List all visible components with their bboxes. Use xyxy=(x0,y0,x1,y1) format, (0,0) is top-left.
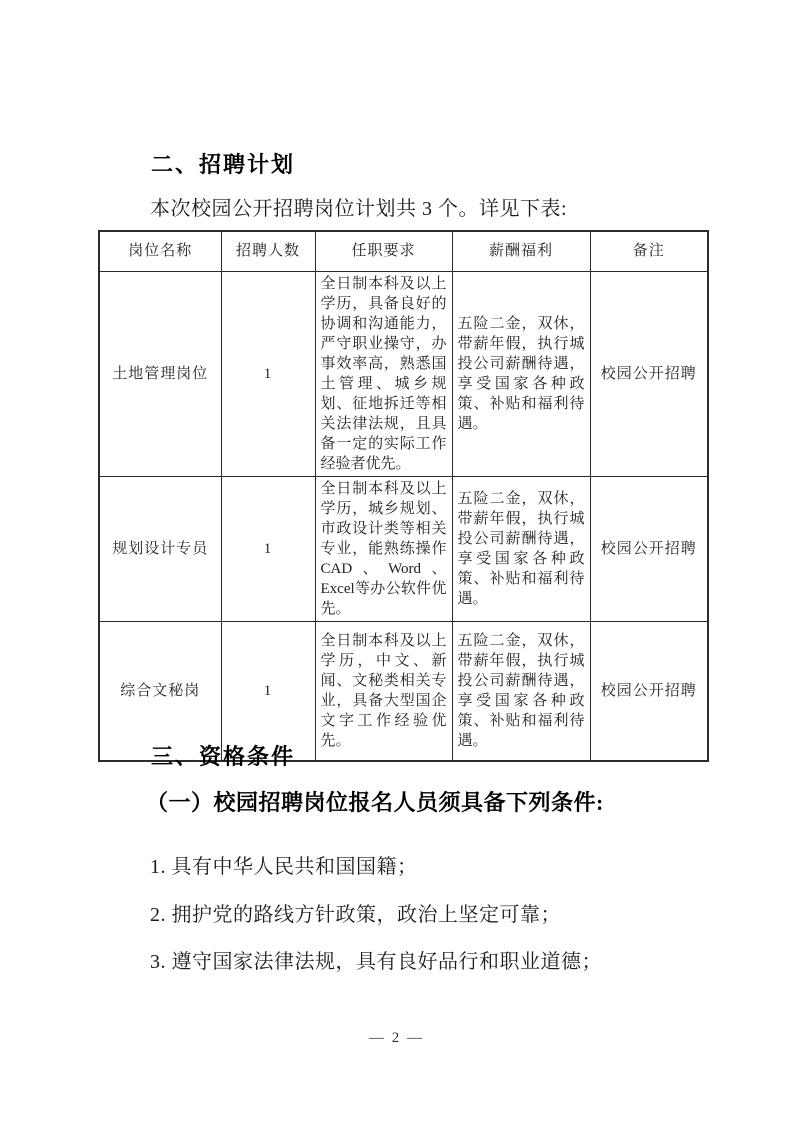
col-header-position: 岗位名称 xyxy=(99,231,221,271)
intro-paragraph: 本次校园公开招聘岗位计划共 3 个。详见下表: xyxy=(150,198,568,220)
condition-item: 1. 具有中华人民共和国国籍； xyxy=(150,856,418,878)
col-header-requirements: 任职要求 xyxy=(315,231,452,271)
col-header-note: 备注 xyxy=(590,231,708,271)
col-header-headcount: 招聘人数 xyxy=(221,231,315,271)
table-row xyxy=(99,476,708,621)
cell-benefits: 五险二金，双休，带薪年假，执行城投公司薪酬待遇，享受国家各种政策、补贴和福利待遇。 xyxy=(452,621,590,761)
cell-position: 土地管理岗位 xyxy=(99,271,221,476)
section-2-heading: 二、招聘计划 xyxy=(151,152,296,177)
cell-headcount: 1 xyxy=(221,271,315,476)
section-3-subheading: （一）校园招聘岗位报名人员须具备下列条件: xyxy=(146,790,604,815)
cell-requirements: 全日制本科及以上学历，城乡规划、市政设计类等相关专业，能熟练操作CAD、Word、Excel等办公软件优先。 xyxy=(315,476,452,621)
cell-position: 规划设计专员 xyxy=(99,476,221,621)
cell-note: 校园公开招聘 xyxy=(590,271,708,476)
cell-benefits: 五险二金，双休，带薪年假，执行城投公司薪酬待遇，享受国家各种政策、补贴和福利待遇。 xyxy=(452,476,590,621)
cell-requirements: 全日制本科及以上学历，具备良好的协调和沟通能力，严守职业操守，办事效率高，熟悉国土管理、城乡规划、征地拆迁等相关法律法规，且具备一定的实际工作经验者优先。 xyxy=(315,271,452,476)
table-row xyxy=(99,271,708,476)
condition-item: 2. 拥护党的路线方针政策，政治上坚定可靠； xyxy=(150,904,561,926)
cell-note: 校园公开招聘 xyxy=(590,621,708,761)
col-header-benefits: 薪酬福利 xyxy=(452,231,590,271)
condition-item: 3. 遵守国家法律法规，具有良好品行和职业道德； xyxy=(150,951,602,973)
page-number: — 2 — xyxy=(369,1030,424,1046)
cell-note: 校园公开招聘 xyxy=(590,476,708,621)
cell-headcount: 1 xyxy=(221,476,315,621)
cell-position: 综合文秘岗 xyxy=(99,621,221,761)
recruitment-table xyxy=(98,230,709,762)
cell-benefits: 五险二金，双休，带薪年假，执行城投公司薪酬待遇，享受国家各种政策、补贴和福利待遇。 xyxy=(452,271,590,476)
table-header-row xyxy=(99,231,708,271)
section-3-heading: 三、资格条件 xyxy=(151,744,296,769)
cell-requirements: 全日制本科及以上学历，中文、新闻、文秘类相关专业，具备大型国企文字工作经验优先。 xyxy=(315,621,452,761)
cell-headcount: 1 xyxy=(221,621,315,761)
